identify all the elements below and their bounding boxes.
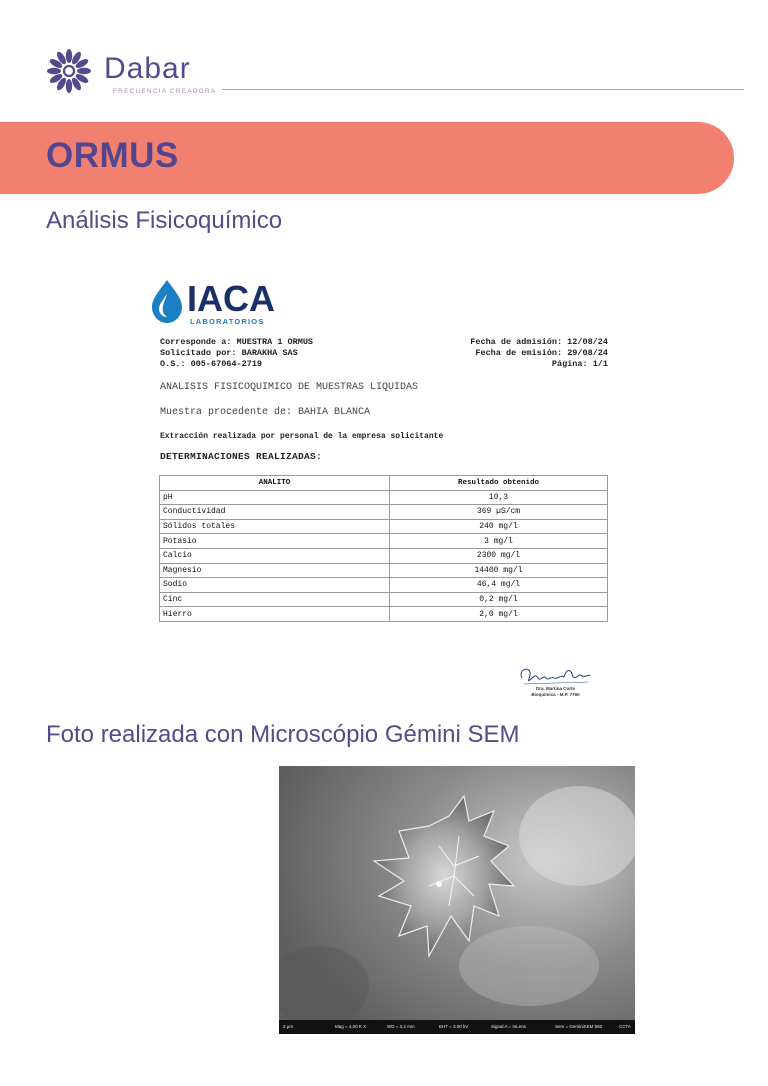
- meta-admision: Fecha de admisión: 12/08/24: [470, 337, 608, 347]
- column-header-resultado: Resultado obtenido: [390, 476, 608, 491]
- table-row: [160, 548, 608, 563]
- signer-title: Bioquímica - M.P. 7760: [531, 692, 580, 697]
- resultado-cell: 3 mg/l: [390, 534, 608, 549]
- analito-cell: Potasio: [160, 534, 390, 549]
- photo-heading: Foto realizada con Microscópio Gémini SEM: [46, 721, 520, 748]
- signer-name: Dra. Martina Corte: [535, 686, 575, 691]
- report-meta-left: [160, 337, 313, 370]
- column-header-analito: ANALITO: [160, 476, 390, 491]
- resultado-cell: 369 µS/cm: [390, 505, 608, 520]
- page-title: ORMUS: [46, 136, 179, 175]
- report-meta-right: [420, 337, 608, 370]
- analito-cell: Sólidos totales: [160, 519, 390, 534]
- analito-cell: Calcio: [160, 548, 390, 563]
- sem-micrograph: [279, 766, 635, 1034]
- sem-eht: EHT = 3.00 kV: [439, 1024, 469, 1029]
- table-row: [160, 505, 608, 520]
- table-row: [160, 490, 608, 505]
- sem-instrument: Sem = GeminiSEM 560: [555, 1024, 603, 1029]
- table-row: [160, 563, 608, 578]
- sem-info-bar: [279, 1020, 635, 1034]
- table-row: [160, 519, 608, 534]
- analysis-heading: Análisis Fisicoquímico: [46, 207, 283, 234]
- analito-cell: Magnesio: [160, 563, 390, 578]
- table-header-row: [160, 476, 608, 491]
- resultado-cell: 0,2 mg/l: [390, 592, 608, 607]
- brand-name: Dabar: [104, 52, 191, 85]
- analito-cell: Sodio: [160, 578, 390, 593]
- resultado-cell: 2,0 mg/l: [390, 607, 608, 622]
- header-divider: [222, 89, 744, 90]
- resultado-cell: 240 mg/l: [390, 519, 608, 534]
- report-title: ANALISIS FISICOQUIMICO DE MUESTRAS LIQUIDAS: [160, 382, 419, 393]
- resultado-cell: 10,3: [390, 490, 608, 505]
- sem-wd: WD = 3,2 mm: [387, 1024, 415, 1029]
- analito-cell: Hierro: [160, 607, 390, 622]
- resultado-cell: 14400 mg/l: [390, 563, 608, 578]
- iaca-logo: [150, 278, 290, 328]
- meta-corresponde: Corresponde a: MUESTRA 1 ORMUS: [160, 337, 314, 347]
- results-table: [159, 475, 608, 622]
- signer-block: [518, 686, 593, 698]
- analito-cell: Conductividad: [160, 505, 390, 520]
- dabar-logo-icon: [46, 48, 92, 94]
- meta-emision: Fecha de emisión: 29/08/24: [475, 348, 608, 358]
- table-row: [160, 607, 608, 622]
- table-row: [160, 578, 608, 593]
- iaca-logo-sub: LABORATORIOS: [190, 317, 265, 326]
- sem-signal: Signal A = InLens: [491, 1024, 526, 1029]
- analito-cell: pH: [160, 490, 390, 505]
- extraction-note: Extracción realizada por personal de la empresa solicitante: [160, 432, 444, 441]
- meta-pagina: Página: 1/1: [551, 359, 608, 369]
- determinations-heading: DETERMINACIONES REALIZADAS:: [160, 451, 323, 462]
- meta-os: O.S.: 005-67064-2719: [160, 359, 263, 369]
- table-row: [160, 592, 608, 607]
- sem-mag: Mag = 4,00 K X: [335, 1024, 367, 1029]
- analito-cell: Cinc: [160, 592, 390, 607]
- resultado-cell: 2300 mg/l: [390, 548, 608, 563]
- brand-tagline: FRECUENCIA CREADORA: [113, 88, 217, 95]
- signature: [516, 664, 596, 688]
- iaca-logo-name: IACA: [187, 278, 275, 319]
- resultado-cell: 46,4 mg/l: [390, 578, 608, 593]
- sem-scale: 2 µm: [283, 1024, 294, 1029]
- meta-solicitado: Solicitado por: BARAKHA SAS: [160, 348, 298, 358]
- table-row: [160, 534, 608, 549]
- sample-origin: Muestra procedente de: BAHIA BLANCA: [160, 407, 371, 418]
- sem-corner: CCTA: [619, 1024, 631, 1029]
